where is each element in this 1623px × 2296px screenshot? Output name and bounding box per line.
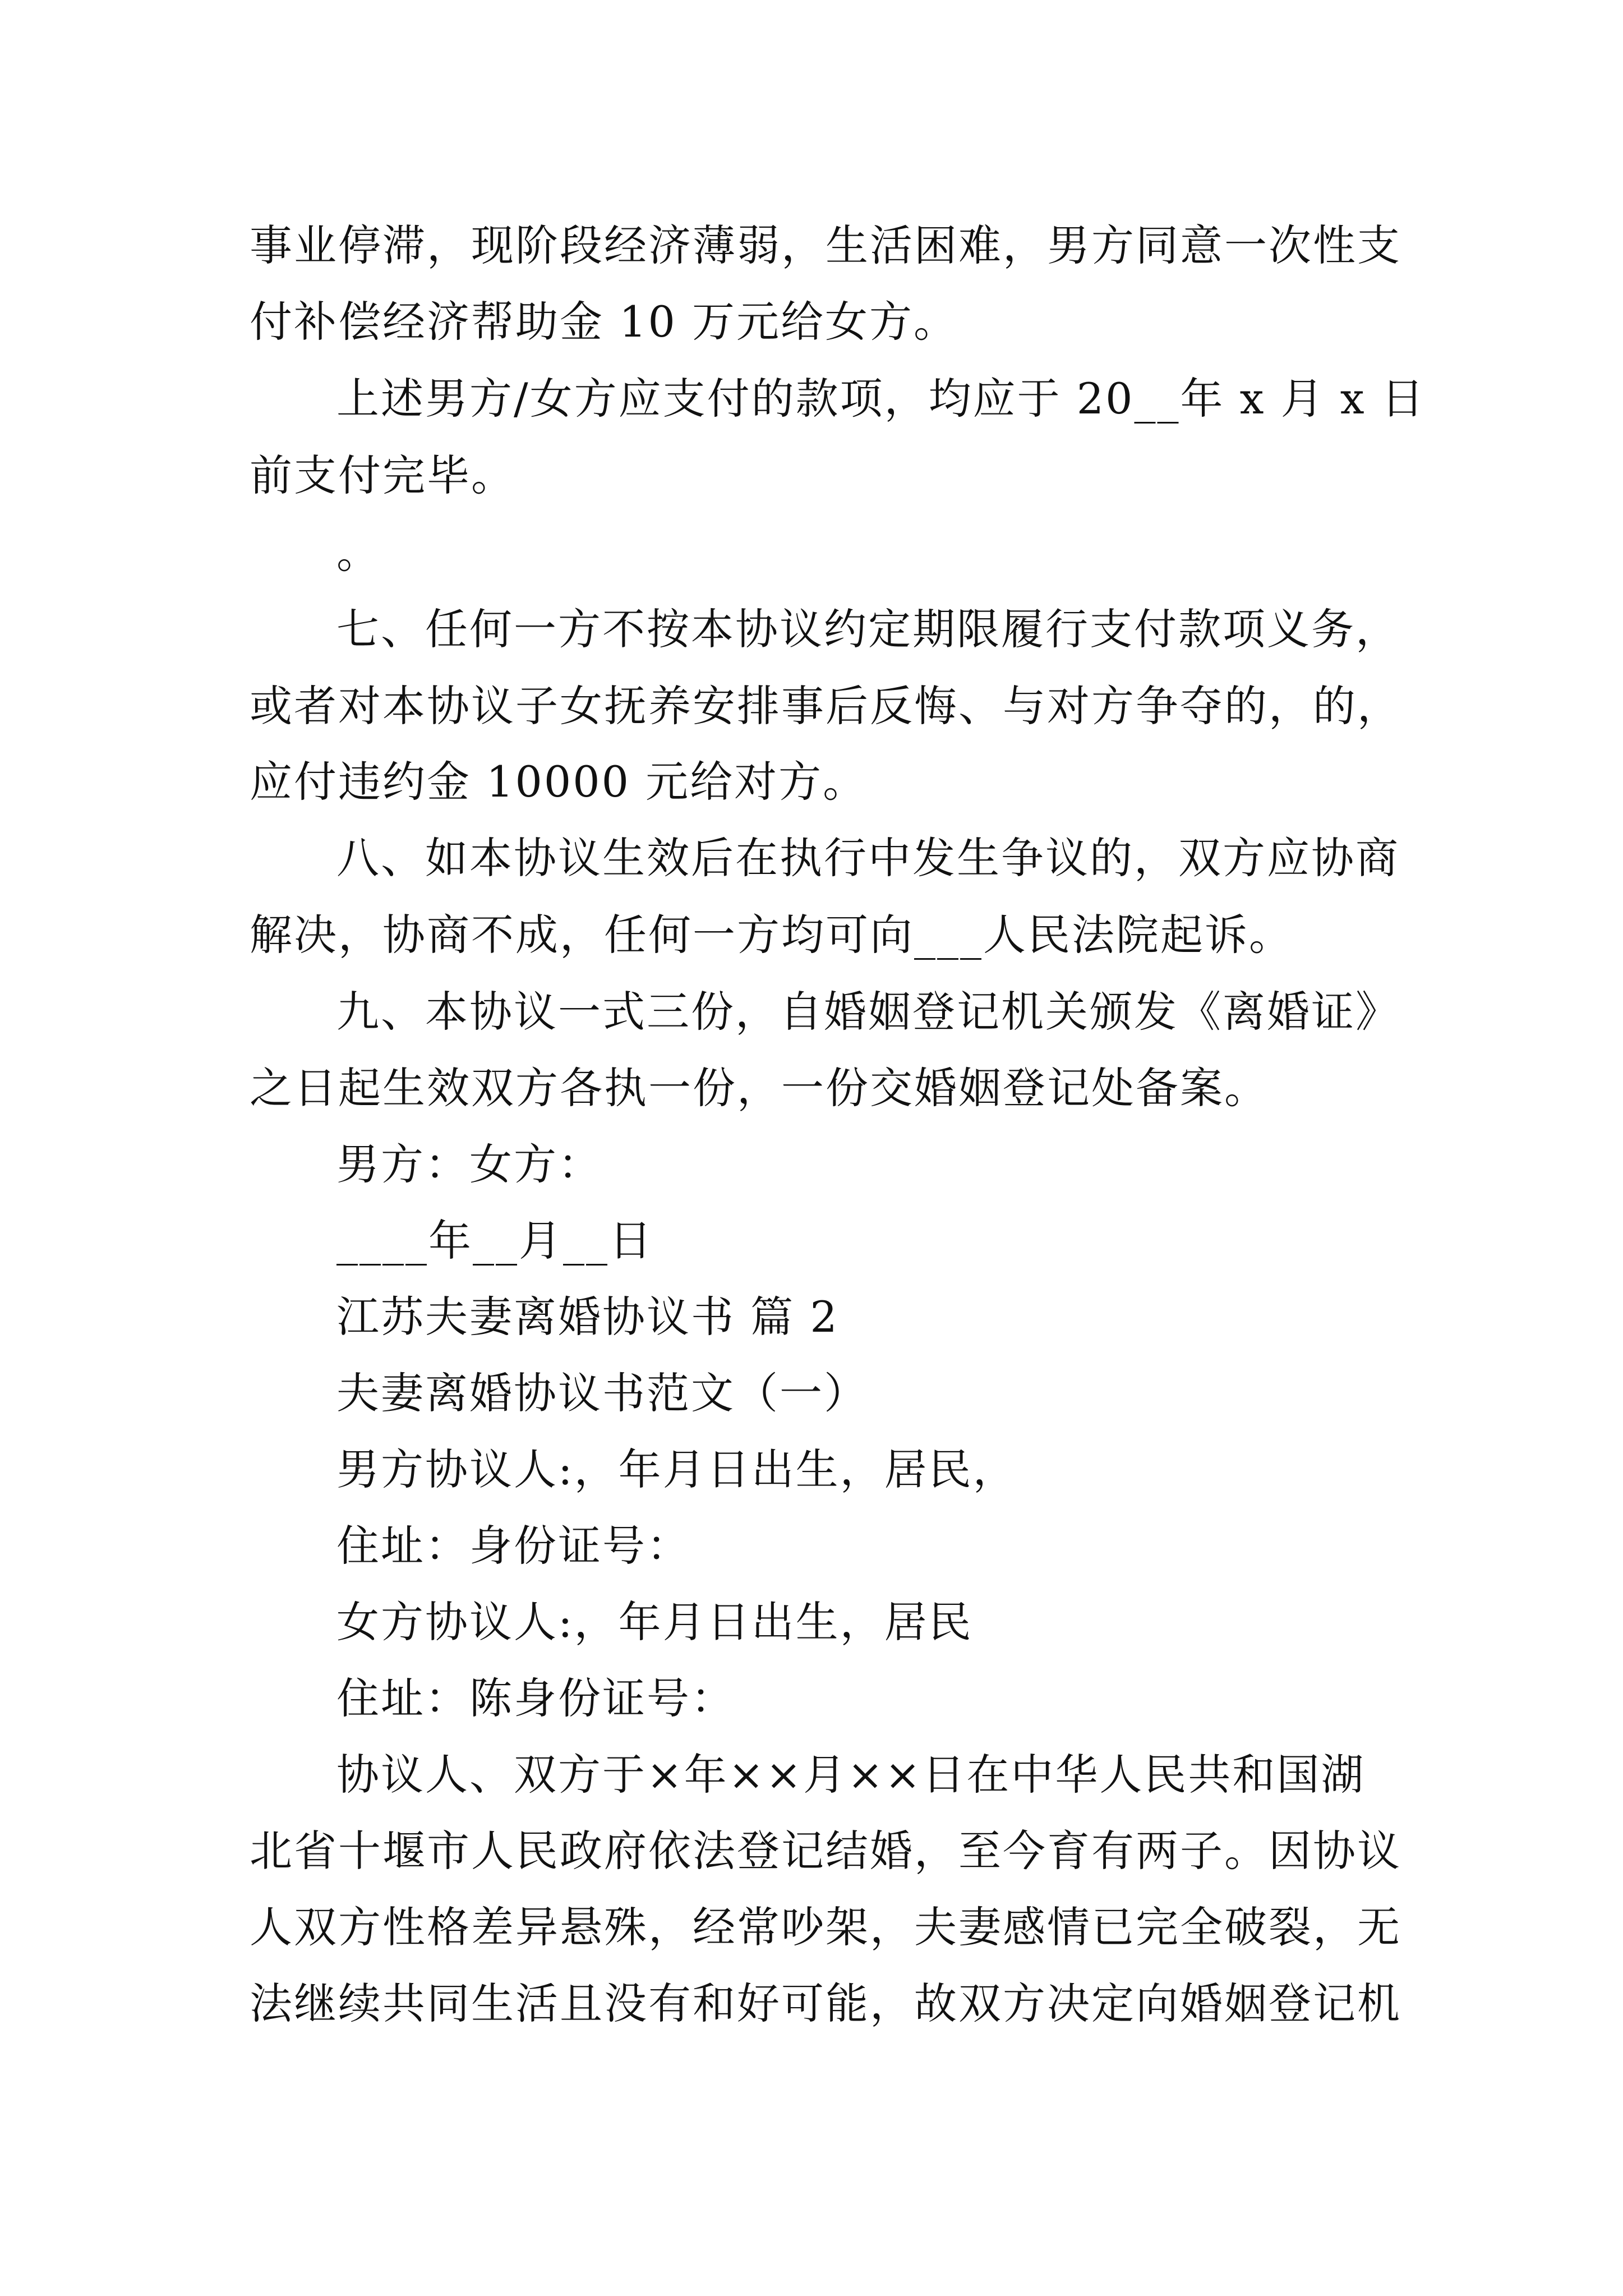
text-line: ____年__月__日 (336, 1216, 653, 1266)
text-line: 七、任何一方不按本协议约定期限履行支付款项义务， (336, 604, 1400, 654)
text-line: 男方协议人:，年月日出生，居民， (336, 1444, 1017, 1494)
text-line: 男方：女方： (336, 1139, 602, 1189)
text-line: 人双方性格差异悬殊，经常吵架，夫妻感情已完全破裂，无 (250, 1902, 1401, 1952)
text-line: 之日起生效双方各执一份，一份交婚姻登记处备案。 (250, 1063, 1269, 1113)
text-line: 北省十堰市人民政府依法登记结婚，至今育有两子。因协议 (250, 1826, 1401, 1876)
text-line: 上述男方/女方应支付的款项，均应于 20__年 x 月 x 日 (336, 374, 1426, 424)
text-line: 或者对本协议子女抚养安排事后反悔、与对方争夺的，的， (250, 681, 1401, 731)
text-line: 事业停滞，现阶段经济薄弱，生活困难，男方同意一次性支 (250, 220, 1401, 270)
text-line: 住址：陈身份证号： (336, 1673, 735, 1723)
text-line: 江苏夫妻离婚协议书 篇 2 (336, 1292, 839, 1342)
text-line: 夫妻离婚协议书范文（一） (336, 1368, 868, 1418)
text-line: 住址：身份证号： (336, 1521, 691, 1571)
text-line: 女方协议人:，年月日出生，居民 (336, 1597, 973, 1647)
text-line: 。 (336, 528, 381, 578)
text-line: 八、如本协议生效后在执行中发生争议的，双方应协商 (336, 833, 1400, 883)
text-line: 协议人、双方于×年××月××日在中华人民共和国湖 (336, 1750, 1366, 1800)
text-line: 九、本协议一式三份，自婚姻登记机关颁发《离婚证》 (336, 987, 1400, 1037)
text-line: 解决，协商不成，任何一方均可向___人民法院起诉。 (250, 910, 1293, 960)
text-line: 应付违约金 10000 元给对方。 (250, 757, 868, 807)
text-line: 法继续共同生活且没有和好可能，故双方决定向婚姻登记机 (250, 1978, 1401, 2028)
text-line: 付补偿经济帮助金 10 万元给女方。 (250, 297, 958, 347)
text-line: 前支付完毕。 (250, 450, 515, 500)
